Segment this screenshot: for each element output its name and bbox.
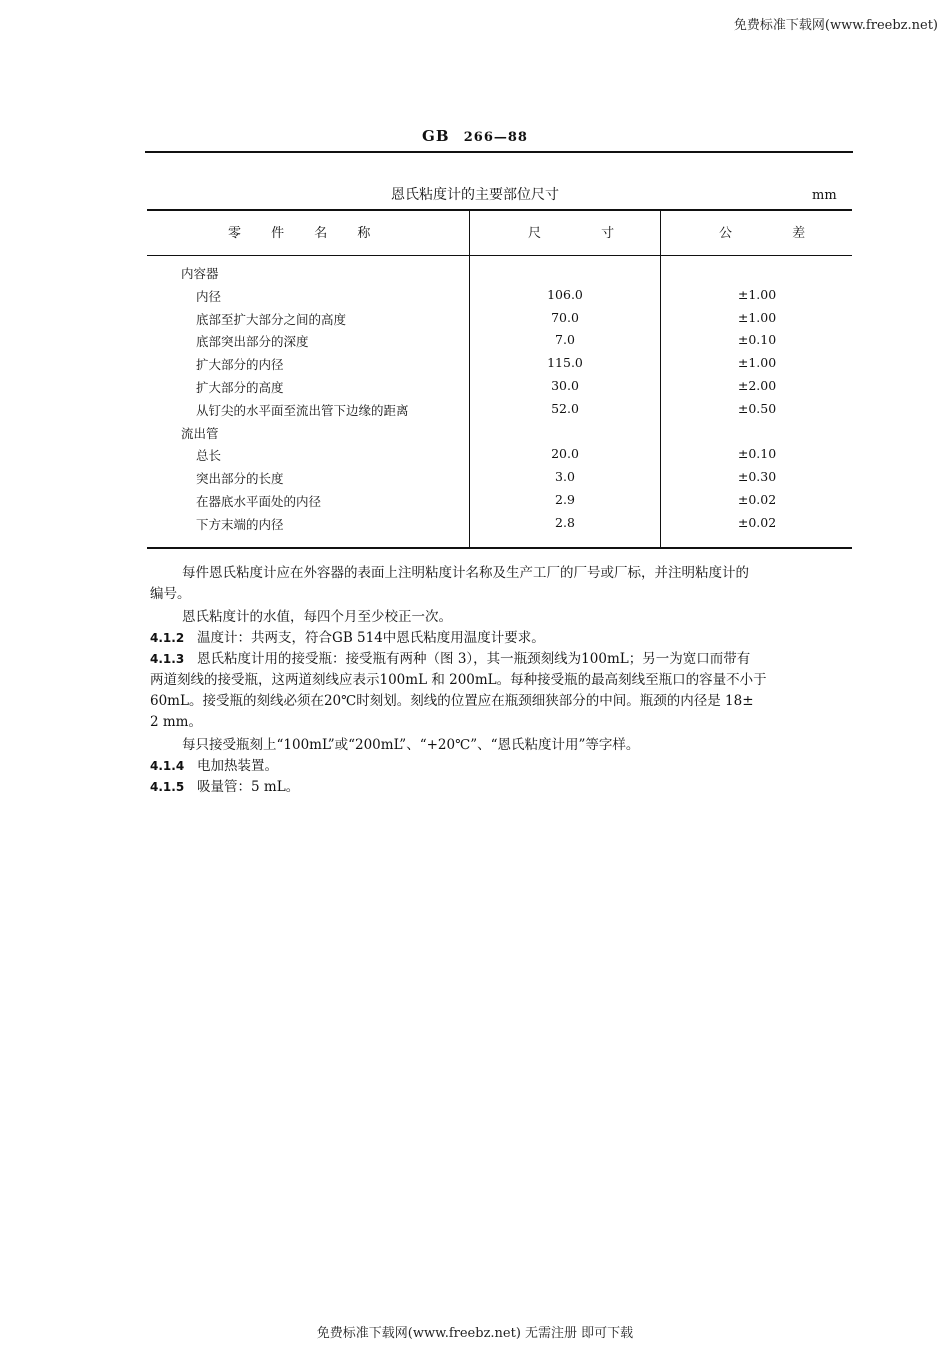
dimension-value: 3.0 bbox=[555, 469, 575, 485]
dimension-value: 30.0 bbox=[551, 378, 579, 393]
table-row bbox=[0, 287, 950, 309]
table-row bbox=[0, 332, 950, 354]
table-row bbox=[0, 446, 950, 468]
section-4-1-4 bbox=[150, 756, 870, 777]
part-name: 下方末端的内径 bbox=[196, 516, 284, 532]
section-4-1-2 bbox=[150, 628, 870, 649]
section-number: 4.1.2 bbox=[150, 631, 185, 645]
table-bottom-rule bbox=[147, 547, 852, 549]
section-text: 60mL。接受瓶的刻线必须在20℃时刻划。刻线的位置应在瓶颈细狭部分的中间。瓶颈的内径是 18± bbox=[150, 693, 754, 709]
section-text: 2 mm。 bbox=[150, 714, 202, 730]
tolerance-value: ±1.00 bbox=[737, 309, 777, 325]
table-unit: mm bbox=[812, 188, 837, 203]
header-rule bbox=[145, 151, 853, 153]
column-header-tolerance: 公 差 bbox=[719, 226, 808, 241]
section-text: 两道刻线的接受瓶，这两道刻线应表示100mL 和 200mL。每种接受瓶的最高刻线至瓶口的容量不小于 bbox=[150, 672, 767, 688]
site-banner: 免费标准下载网(www.freebz.net) bbox=[733, 18, 938, 33]
table-row bbox=[0, 401, 950, 423]
dimension-value: 20.0 bbox=[551, 446, 579, 462]
section-4-1-3 bbox=[150, 649, 870, 733]
part-name: 总长 bbox=[196, 448, 222, 464]
column-header-size: 尺 寸 bbox=[528, 226, 617, 241]
table-row bbox=[0, 355, 950, 377]
paragraph-continuation: 编号。 bbox=[150, 586, 191, 602]
part-name: 底部至扩大部分之间的高度 bbox=[196, 311, 347, 327]
table-header-rule bbox=[147, 255, 852, 256]
tolerance-value: ±0.02 bbox=[737, 514, 777, 530]
dimension-value: 2.8 bbox=[555, 514, 575, 530]
tolerance-value: ±0.10 bbox=[737, 332, 777, 348]
dimension-value: 52.0 bbox=[551, 400, 579, 416]
section-text: 吸量管：5 mL。 bbox=[197, 779, 300, 795]
section-text: 温度计：共两支，符合GB 514中恩氏粘度用温度计要求。 bbox=[197, 630, 545, 646]
table-top-rule bbox=[147, 209, 852, 211]
table-row bbox=[0, 469, 950, 491]
table-caption: 恩氏粘度计的主要部位尺寸 bbox=[391, 187, 559, 203]
dimension-value: 115.0 bbox=[547, 355, 583, 371]
tolerance-value: ±0.30 bbox=[737, 469, 777, 485]
part-name: 从钉尖的水平面至流出管下边缘的距离 bbox=[196, 402, 409, 418]
part-name: 内径 bbox=[196, 288, 222, 304]
tolerance-value: ±2.00 bbox=[737, 378, 777, 393]
table-row bbox=[0, 378, 950, 400]
table-row bbox=[0, 515, 950, 537]
body-text bbox=[150, 563, 870, 798]
section-text: 恩氏粘度计用的接受瓶：接受瓶有两种（图 3），其一瓶颈刻线为100mL；另一为宽口而带有 bbox=[197, 651, 751, 667]
section-number: 4.1.3 bbox=[150, 652, 185, 666]
dimension-value: 70.0 bbox=[551, 309, 579, 325]
part-name: 扩大部分的高度 bbox=[196, 380, 284, 395]
part-name: 流出管 bbox=[181, 425, 219, 441]
paragraph: 每件恩氏粘度计应在外容器的表面上注明粘度计名称及生产工厂的厂号或厂标，并注明粘度计的 bbox=[182, 565, 749, 581]
standard-code: GB bbox=[422, 127, 450, 145]
tolerance-value: ±0.50 bbox=[737, 400, 777, 416]
dimension-value: 7.0 bbox=[555, 332, 575, 348]
section-number: 4.1.4 bbox=[150, 759, 185, 773]
column-header-name: 零 件 名 称 bbox=[228, 226, 373, 241]
site-footer: 免费标准下载网(www.freebz.net) 无需注册 即可下载 bbox=[316, 1326, 634, 1341]
part-name: 底部突出部分的深度 bbox=[196, 334, 309, 350]
section-text: 电加热装置。 bbox=[197, 758, 279, 774]
table-group-row bbox=[0, 424, 950, 446]
part-name: 在器底水平面处的内径 bbox=[196, 494, 322, 509]
tolerance-value: ±0.02 bbox=[737, 492, 777, 507]
dimension-value: 2.9 bbox=[555, 492, 575, 507]
paragraph: 每只接受瓶刻上“100mL”或“200mL”、“+20℃”、“恩氏粘度计用”等字样。 bbox=[182, 737, 640, 753]
document-header bbox=[0, 127, 950, 145]
tolerance-value: ±1.00 bbox=[737, 286, 777, 302]
part-name: 内容器 bbox=[181, 266, 219, 281]
part-name: 突出部分的长度 bbox=[196, 471, 284, 487]
table-group-row bbox=[0, 264, 950, 286]
standard-number: 266—88 bbox=[463, 130, 528, 145]
table-row bbox=[0, 492, 950, 514]
table-row bbox=[0, 310, 950, 332]
tolerance-value: ±0.10 bbox=[737, 446, 777, 462]
part-name: 扩大部分的内径 bbox=[196, 357, 284, 373]
tolerance-value: ±1.00 bbox=[737, 355, 777, 371]
paragraph: 恩氏粘度计的水值，每四个月至少校正一次。 bbox=[182, 609, 452, 625]
section-4-1-5 bbox=[150, 777, 870, 798]
section-number: 4.1.5 bbox=[150, 780, 185, 794]
dimension-value: 106.0 bbox=[547, 286, 583, 302]
